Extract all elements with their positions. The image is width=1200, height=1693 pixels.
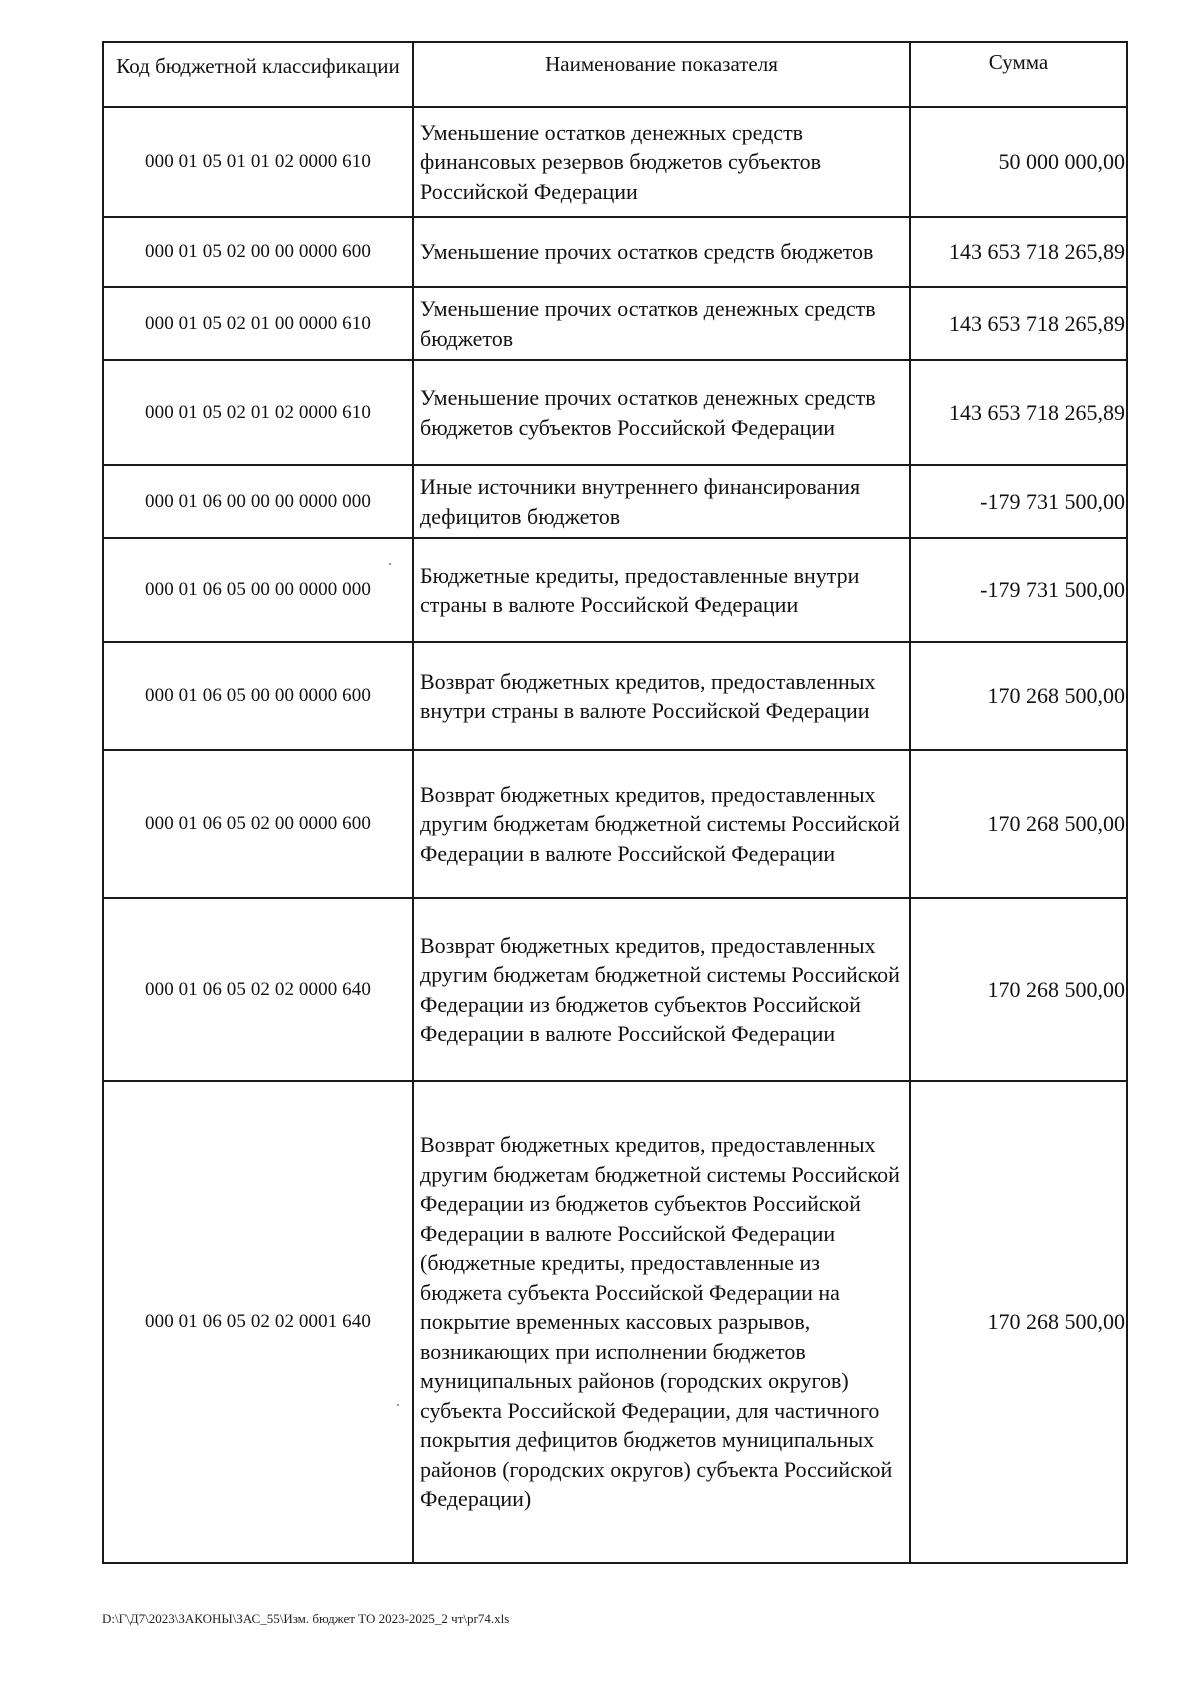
row-name: Возврат бюджетных кредитов, предоставленных другим бюджетам бюджетной системы Российской Федерации из бюджетов субъектов Российской Федерации в валюте Российской Федерации (бюджетные кредиты, предоставленные из бюджета субъекта Российской Федерации на покрытие временных кассовых разрывов, возникающих при исполнении бюджетов муниципальных районов (городских округов) субъекта Российской Федерации, для частичного покрытия дефицитов бюджетов муниципальных районов (городских округов) субъекта Российской Федерации)	[413, 1081, 910, 1563]
row-sum: 143 653 718 265,89	[910, 287, 1127, 360]
table-row	[103, 898, 1127, 1081]
row-code: 000 01 06 05 02 02 0000 640	[103, 898, 413, 1081]
table-row	[103, 287, 1127, 360]
row-sum: 143 653 718 265,89	[910, 217, 1127, 287]
row-code: 000 01 06 05 02 02 0001 640	[103, 1081, 413, 1563]
scan-speck	[389, 563, 391, 565]
header-name: Наименование показателя	[413, 42, 910, 107]
row-name: Возврат бюджетных кредитов, предоставленных другим бюджетам бюджетной системы Российской Федерации в валюте Российской Федерации	[413, 750, 910, 898]
budget-table	[102, 41, 1128, 1564]
row-code: 000 01 05 01 01 02 0000 610	[103, 107, 413, 217]
file-path-footer: D:\Г\Д7\2023\ЗАКОНЫ\ЗАС_55\Изм. бюджет ТО 2023-2025_2 чт\pr74.xls	[102, 1611, 510, 1626]
row-name: Уменьшение прочих остатков средств бюджетов	[413, 217, 910, 287]
table-row	[103, 538, 1127, 642]
row-code: 000 01 06 00 00 00 0000 000	[103, 465, 413, 538]
row-sum: 50 000 000,00	[910, 107, 1127, 217]
row-name: Уменьшение прочих остатков денежных средств бюджетов субъектов Российской Федерации	[413, 360, 910, 465]
row-sum: 170 268 500,00	[910, 642, 1127, 750]
row-code: 000 01 05 02 01 00 0000 610	[103, 287, 413, 360]
table-row	[103, 465, 1127, 538]
row-name: Иные источники внутреннего финансирования дефицитов бюджетов	[413, 465, 910, 538]
table-row	[103, 642, 1127, 750]
row-code: 000 01 05 02 01 02 0000 610	[103, 360, 413, 465]
row-sum: 143 653 718 265,89	[910, 360, 1127, 465]
row-sum: -179 731 500,00	[910, 538, 1127, 642]
table-header-row	[103, 42, 1127, 107]
row-code: 000 01 06 05 00 00 0000 000	[103, 538, 413, 642]
row-sum: 170 268 500,00	[910, 750, 1127, 898]
row-code: 000 01 06 05 02 00 0000 600	[103, 750, 413, 898]
scan-speck	[397, 1404, 399, 1406]
row-sum: -179 731 500,00	[910, 465, 1127, 538]
row-name: Возврат бюджетных кредитов, предоставленных внутри страны в валюте Российской Федерации	[413, 642, 910, 750]
header-code: Код бюджетной классификации	[103, 42, 413, 107]
row-name: Уменьшение остатков денежных средств финансовых резервов бюджетов субъектов Российской Федерации	[413, 107, 910, 217]
row-code: 000 01 06 05 00 00 0000 600	[103, 642, 413, 750]
table-row	[103, 217, 1127, 287]
row-code: 000 01 05 02 00 00 0000 600	[103, 217, 413, 287]
table-row	[103, 750, 1127, 898]
row-name: Бюджетные кредиты, предоставленные внутри страны в валюте Российской Федерации	[413, 538, 910, 642]
row-name: Уменьшение прочих остатков денежных средств бюджетов	[413, 287, 910, 360]
table-row	[103, 360, 1127, 465]
header-sum: Сумма	[910, 42, 1127, 107]
table-row	[103, 107, 1127, 217]
row-sum: 170 268 500,00	[910, 898, 1127, 1081]
row-name: Возврат бюджетных кредитов, предоставленных другим бюджетам бюджетной системы Российской Федерации из бюджетов субъектов Российской Федерации в валюте Российской Федерации	[413, 898, 910, 1081]
row-sum: 170 268 500,00	[910, 1081, 1127, 1563]
table-row	[103, 1081, 1127, 1563]
